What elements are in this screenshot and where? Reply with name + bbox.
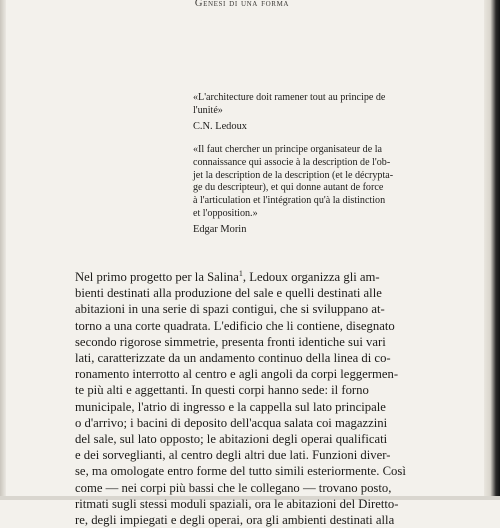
epigraph-line: et l'opposition.» [193, 208, 258, 220]
body-line: lati, caratterizzate da un andamento continuo della linea di co- [75, 351, 391, 366]
body-line: o d'arrivo; i bacini di deposito dell'acqua salata coi magazzini [75, 415, 388, 430]
epigraph-author: C.N. Ledoux [193, 120, 247, 132]
body-text-continuation: , Ledoux organizza gli am- [242, 270, 380, 284]
body-line: ronamento interrotto al centro e agli angoli da corpi leggermen- [75, 367, 399, 382]
epigraph-line: connaissance qui associe à la description de l'ob- [193, 156, 391, 168]
epigraph-line: ge du descripteur), et qui donne autant de force [193, 182, 384, 194]
epigraph [193, 144, 411, 237]
body-line: se, ma omologate entro forme del tutto simili esteriormente. Così [75, 464, 406, 479]
body-line: re, degli impiegati e degli operai, ora gli ambienti destinati alla [75, 513, 395, 528]
page-edge-shadow [484, 0, 500, 500]
body-line: come — nei corpi più bassi che le collegano — trovano posto, [75, 480, 392, 495]
page-spine-shadow [0, 0, 6, 500]
epigraph-quote [193, 92, 411, 118]
body-text-start: Nel primo progetto per la Salina [75, 270, 239, 284]
epigraphs-block [193, 92, 411, 247]
epigraph-line: l'unité» [193, 104, 223, 116]
epigraph-line: «L'architecture doit ramener tout au principe de [193, 92, 386, 103]
body-line: e dei sorveglianti, al centro degli altri due lati. Funzioni diver- [75, 448, 391, 463]
body-line: bienti destinati alla produzione del sale e quelli destinati alle [75, 286, 382, 301]
epigraph [193, 92, 411, 134]
body-line: ritmati sugli stessi moduli spaziali, ora le abitazioni del Diretto- [75, 496, 399, 511]
epigraph-line: à l'articulation et l'intégration qu'à la distinction [193, 195, 386, 207]
epigraph-line: «Il faut chercher un principe organisateur de la [193, 143, 382, 155]
body-line: te più alti e aggettanti. In questi corpi hanno sede: il forno [75, 383, 369, 398]
body-line: abitazioni in una serie di spazi contigui, che si sviluppano at- [75, 302, 385, 317]
footnote-mark[interactable]: 1 [238, 268, 243, 278]
body-line: torno a una corte quadrata. L'edificio che li contiene, disegnato [75, 318, 395, 333]
body-line: municipale, l'atrio di ingresso e la cappella sul lato principale [75, 399, 386, 414]
body-line [75, 269, 419, 285]
running-head: Genesi di una forma [194, 0, 290, 9]
body-line: del sale, sul lato opposto; le abitazioni degli operai qualificati [75, 432, 388, 447]
epigraph-quote [193, 144, 411, 221]
body-paragraph [75, 269, 419, 528]
body-line: secondo rigorose simmetrie, presenta fronti identiche sui vari [75, 334, 386, 349]
epigraph-line: jet la description de la description (et le décrypta- [193, 169, 394, 181]
epigraph-author: Edgar Morin [193, 224, 247, 236]
